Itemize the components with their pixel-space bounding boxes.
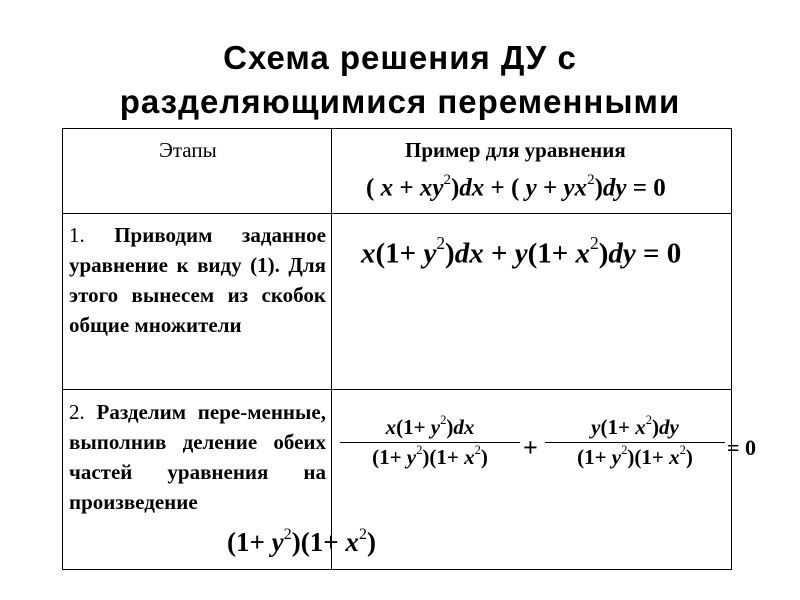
- step-1-equation: $x(1+ y^2)dx + y(1+ x^2)dy = 0$: [361, 233, 682, 270]
- row-divider-header: [63, 213, 731, 214]
- row-divider-step-1: [63, 389, 731, 390]
- step-2-text: [69, 397, 326, 517]
- fraction-2-denominator: $(1+ y^2)(1+ x^2)$: [577, 443, 693, 469]
- step-2-description: Разделим пере-менные, выполнив деление обеих частей уравнения на произведение: [69, 400, 326, 514]
- solution-table: [62, 128, 757, 570]
- fraction-1-numerator: $x(1+ y^2)dx$: [385, 413, 475, 439]
- step-2-number: 2.: [69, 400, 85, 424]
- step-1-number: 1.: [69, 223, 85, 247]
- column-divider: [331, 129, 332, 569]
- step-1-description: Приводим заданное уравнение к виду (1). Для этого вынесем из скобок общие множители: [69, 223, 326, 337]
- equals-zero: = 0: [727, 435, 757, 460]
- header-equation: ( $x + xy^2)dx$ + ( $y + yx^2)dy = 0$: [366, 171, 666, 202]
- fraction-2: [545, 415, 725, 470]
- title-line-2: разделяющимися переменными: [119, 83, 681, 120]
- fraction-1-denominator: $(1+ y^2)(1+ x^2)$: [372, 443, 488, 469]
- header-steps: Этапы: [159, 138, 217, 162]
- title-line-1: Схема решения ДУ с: [223, 39, 577, 76]
- fraction-1: [340, 415, 520, 470]
- fraction-1-bar: [340, 442, 520, 443]
- fraction-2-bar: [545, 442, 725, 443]
- slide-title: [0, 36, 800, 124]
- header-example: Пример для уравнения: [405, 138, 626, 162]
- plus-sign: +: [523, 433, 538, 462]
- fraction-2-numerator: $y(1+ x^2)dy$: [591, 413, 679, 439]
- step-2-divisor: $(1+ y^2)(1+ x^2)$: [227, 524, 376, 557]
- step-1-text: [69, 220, 326, 340]
